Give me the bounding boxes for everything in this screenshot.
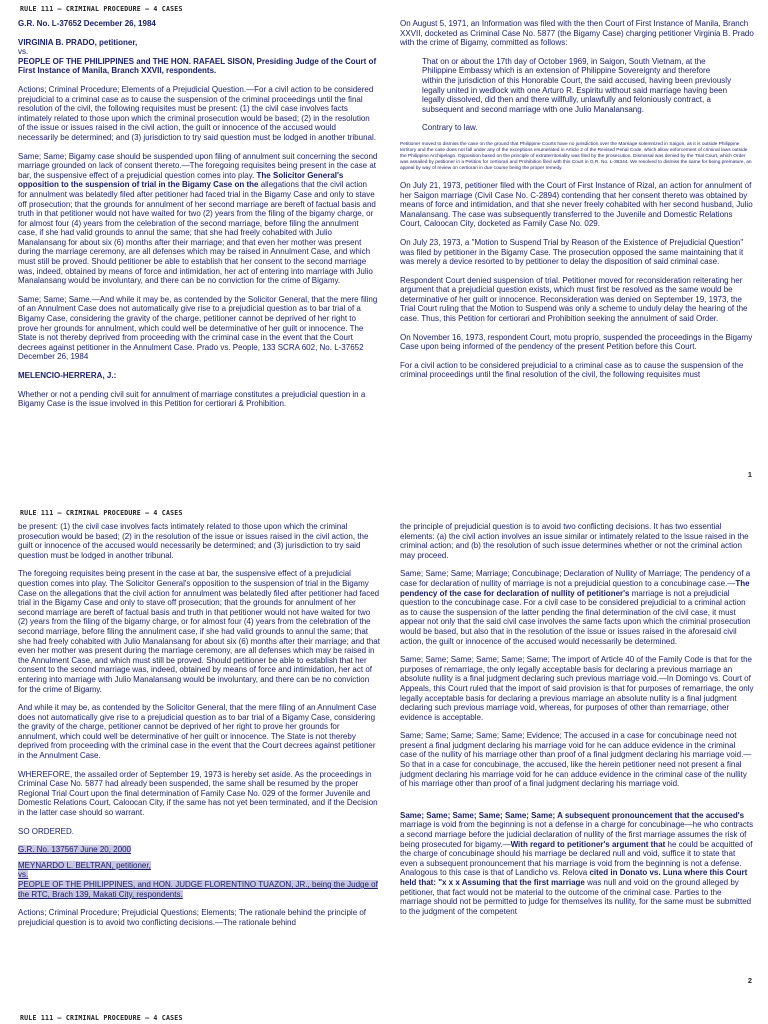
respondents: PEOPLE OF THE PHILIPPINES, and HON. JUDGE FLORENTINO TUAZON, JR., being the Judge of the RTC, Brach 139, Makati City, respondents. xyxy=(18,880,378,899)
highlighted-phrase: The pendency of the case for declaration of nullity of petitioner's xyxy=(400,578,750,598)
respondents: PEOPLE OF THE PHILIPPINES and THE HON. RAFAEL SISON, Presiding Judge of the Court of First Instance of Manila, Branch XXVII, respondents. xyxy=(18,56,377,76)
syllabus-paragraph: Same; Same; Same; Marriage; Concubinage; Declaration of Nullity of Marriage; The pendency of a case for declaration of nullity of marriage is not a prejudicial question to a concubinage case.— xyxy=(400,569,751,588)
petitioner-name: VIRGINIA B. PRADO, petitioner, xyxy=(18,37,138,47)
page-number: 1 xyxy=(747,470,752,479)
case-number: G.R. No. L-37652 December 26, 1984 xyxy=(18,19,156,28)
body-paragraph: Respondent Court denied suspension of trial. Petitioner moved for reconsideration reiterating her argument that a prejudicial question exists, which must first be resolved as the same would be determinative of her guilt or innocence. Reconsideration was denied on September 19, 1973, the Trial Court ruling that the Motion to Suspend was only a scheme to unduly delay the hearing of the case. Thus, this Petition for certiorari and Prohibition seeking the annulment of said Order. xyxy=(400,275,748,324)
highlighted-phrase: With regard to petitioner's argument that xyxy=(510,839,666,849)
body-paragraph: be present: (1) the civil case involves facts intimately related to those upon which the criminal prosecution would be based; (2) in the resolution of the issue or issues raised in the civil action, the guilt or innocence of the accused would necessarily be determined; and (3) jurisdiction to try said question must be lodged in another tribunal. xyxy=(18,522,369,560)
document-page-3 xyxy=(0,1012,768,1024)
right-column xyxy=(400,522,754,925)
information-quote: That on or about the 17th day of October 1969, in Saigon, South Vietnam, at the Philippine Embassy which is an extension of Philippine Sovereignty and therefore within the jurisdiction of this Honorable Court, the said accused, having been previously legally united in wedlock with one Arturo R. Espiritu without said marriage having been legally dissolved, did then and there willfully, unlawfully and feloniously contract, a subsequent and second marriage with one Julio Manalansang. xyxy=(422,56,732,114)
body-paragraph: On November 16, 1973, respondent Court, motu proprio, suspended the proceedings in the Bigamy Case upon being informed of the pendency of the present Petition before this Court. xyxy=(400,332,753,352)
document-page-2 xyxy=(0,502,768,1006)
running-header: RULE 111 – CRIMINAL PROCEDURE – 4 CASES xyxy=(20,509,183,517)
page-number: 2 xyxy=(747,976,752,985)
versus: vs. xyxy=(18,870,29,880)
page-separator xyxy=(0,492,768,502)
body-paragraph: On July 21, 1973, petitioner filed with the Court of First Instance of Rizal, an action for annulment of her Saigon marriage (Civil Case No. C-2894) contending that her consent thereto was obtained by means of force and intimidation, and that she never freely cohabited with her second husband, Julio Manalansang. The case was subsequently transferred to the Juvenile and Domestic Relations Court, Caloocan City, docketed as Family Case No. 029. xyxy=(400,180,753,229)
running-header: RULE 111 – CRIMINAL PROCEDURE – 4 CASES xyxy=(20,1014,183,1022)
contrary-to-law: Contrary to law. xyxy=(422,123,478,133)
right-column xyxy=(400,19,754,389)
highlighted-phrase: Same; Same; Same; Same; Same; Same; A subsequent pronouncement that the accused's xyxy=(400,810,745,820)
syllabus-paragraph: Actions; Criminal Procedure; Elements of a Prejudicial Question.—For a civil action to be considered prejudicial to a criminal case as to cause the suspension of the criminal proceedings until the final resolution of the civil, the following requisites must be present: (1) the civil case involves facts intimately related to those upon which the criminal prosecution would be based; (2) in the resolution of the issue or issues raised in the civil action, the guilt or innocence of the accused would necessarily be determined; and (3) jurisdiction to try said question must be lodged in another tribunal. xyxy=(18,84,376,142)
highlighted-phrase: The Solicitor General's opposition to the suspension of trial in the Bigamy Case on the xyxy=(18,170,344,190)
body-paragraph: The foregoing requisites being present in the case at bar, the suspensive effect of a prejudicial question comes into play. The Solicitor General's opposition to the suspension of trial in the Bigamy Case on the allegations that the civil action for annulment was belatedly filed after petitioner had faced trial in the Bigamy Case and only to stave off prosecution; that the grounds for annulment of her second marriage are bereft of factual basis and truth in that petitioner would not have waited for two (2) years from the filing of the bigamy charge, or for almost four (4) years from the celebration of the second marriage, before filing the annulment case, if she had valid grounds to annul the same; that she had freely cohabited with Julio Manalansang for about six (6) months after their marriage; and that even her mother was present during the marriage ceremony, are all defenses which may be raised in the Annulment Case, and which must still be proved. Should petitioner be able to establish that her consent to the second marriage was, indeed, obtained by means of force and intimidation, her act of entering into marriage with Julio Manalansang would be involuntary, and there can be no conviction for the crime of Bigamy. xyxy=(18,569,380,694)
body-paragraph: And while it may be, as contended by the Solicitor General, that the mere filing of an Annulment Case does not automatically give rise to a prejudicial question as to bar trial of a Bigamy Case, considering the gravity of the charge, petitioner cannot be deprived of her right to prove her grounds for annulment, which could well be determinative of her guilt or innocence. The State is not thereby deprived from proceeding with the criminal case in the event that the Court decrees against petitioner in the Annulment Case. xyxy=(18,703,377,761)
syllabus-paragraph: allegations that the civil action for annulment was belatedly filed after petitioner had faced trial in the Bigamy Case and only to stave off prosecution; that the grounds for annulment of her second marriage are bereft of factual basis and truth in that petitioner would not have waited for two (2) years from the filing of the bigamy charge, or for almost four (4) years from the celebration of the second marriage, before filing the annulment case, if she had valid grounds to annul the same; that she had freely cohabited with Julio Manalansang for about six (6) months after their marriage; and that even her mother was present during the marriage ceremony, are all defenses which may be raised in Annulment Case, and which must still be proved. Should petitioner be able to establish that her consent to the second marriage was, indeed, obtained by means of force and intimidation, her act of entering into marriage with Julio Manalansang would be involuntary, and there can be no conviction for the crime of Bigamy. xyxy=(18,180,376,286)
syllabus-paragraph: marriage is void from the beginning is not a defense in a charge for concubinage—he who contracts a second marriage before the judicial declaration of nullity of the first marriage assumes the risk of being prosecuted for bigamy.— xyxy=(400,820,754,849)
syllabus-paragraph: Same; Same; Same; Same; Same; Same; The import of Article 40 of the Family Code is that for the purposes of remarriage, the only legally acceptable basis for declaring a previous marriage an absolute nullity is a final judgment declaring such previous marriage void.—In Domingo vs. Court of Appeals, this Court ruled that the import of said provision is that for purposes of remarriage, the only legally acceptable basis for declaring a previous marriage an absolute nullity is a final judgment declaring such previous marriage void, whereas, for purposes of other than remarriage, other evidence is acceptable. xyxy=(400,655,754,722)
highlighted-phrase: cited in Donato vs. Luna where this Court held that: "x x x Assuming that the first marriage xyxy=(400,868,748,887)
syllabus-paragraph: marriage is not a prejudicial question to the concubinage case. For a civil case to be considered prejudicial to a criminal action as to cause the suspension of the latter pending the final determination of the civil case, it must appear not only that the said civil case involves the same facts upon which the criminal prosecution would be based, but also that in the resolution of the issue or issues raised in the aforesaid civil action, the guilt or innocence of the accused would necessarily be determined. xyxy=(400,588,751,646)
footnote-text: Petitioner moved to dismiss the case on the ground that Philippine Courts have no jurisdiction over the Marriage solemnized in Saigon, as it is outside Philippine territory and the case does not fall under any of the exceptions enumerated in Article 2 of the Revised Penal Code, which allow enforcement of criminal laws outside the Philippine Archipelago. Opposition based on the principle of extraterritoriality was filed by the prosecution. Dismissal was denied by the Trial Court, which Order was assailed by petitioner in a Petition for certiorari and Prohibition filed with this Court in G.R. No. L-36344. We resolved to dismiss the same for being premature, an appeal by way of review on certiorari in due course being the proper remedy. xyxy=(400,141,752,171)
body-paragraph: WHEREFORE, the assailed order of September 19, 1973 is hereby set aside. As the proceedings in Criminal Case No. 5877 had already been suspended, the same shall be resumed by the proper Regional Trial Court upon the final determination of Family Case No. 029 of the former Juvenile and Domestic Relations Court, Caloocan City, if the same has not yet been terminated, and if the Decision in the latter case should so warrant. xyxy=(18,769,378,818)
syllabus-paragraph: Actions; Criminal Procedure; Prejudicial Questions; Elements; The rationale behind the principle of prejudicial question is to avoid two conflicting decisions.—The rationale behind xyxy=(18,908,367,927)
syllabus-paragraph: Same; Same; Same.—And while it may be, as contended by the Solicitor General, that the mere filing of an Annulment Case does not automatically give rise to a prejudicial question as to bar trial of a Bigamy Case, considering the gravity of the charge, petitioner cannot be deprived of her right to prove her grounds for annulment, which could well be determinative of her guilt or innocence. The State is not thereby deprived from proceeding with the criminal case in the event that the Court decrees against petitioner in the Annulment Case. Prado vs. People, 133 SCRA 602, No. L-37652 December 26, 1984 xyxy=(18,294,378,362)
body-paragraph: For a civil action to be considered prejudicial to a criminal case as to cause the suspension of the criminal proceedings until the final resolution of the civil, the following requisites must xyxy=(400,360,744,380)
body-paragraph: Whether or not a pending civil suit for annulment of marriage constitutes a prejudicial question in a Bigamy Case is the issue involved in this Petition for certiorari & Prohibition. xyxy=(18,389,366,409)
syllabus-paragraph: was null and void on the ground alleged by petitioner, that fact would not be material to the outcome of the criminal case. Parties to the marriage should not be permitted to judge for themselves its nullity, for the same must be submitted to the judgment of the competent xyxy=(400,878,752,916)
so-ordered: SO ORDERED. xyxy=(18,826,75,836)
syllabus-paragraph: Same; Same; Bigamy case should be suspended upon filing of annulment suit concerning the second marriage grounded on lack of consent thereto.—The foregoing requisites being present in the case at bar, the suspensive effect of a prejudicial question comes into play. xyxy=(18,151,378,180)
versus: vs. xyxy=(18,47,29,57)
case-number-link[interactable]: G.R. No. 137567 June 20, 2000 xyxy=(18,845,131,855)
left-column xyxy=(18,19,378,418)
left-column xyxy=(18,522,380,936)
syllabus-paragraph: Same; Same; Same; Same; Same; Evidence; The accused in a case for concubinage need not present a final judgment declaring his marriage void for he can adduce evidence in the criminal case of the nullity of his marriage other than proof of a final judgment declaring his marriage void.—So that in a case for concubinage, the accused, like the herein petitioner need not present a final judgment declaring his marriage void for he can adduce evidence in the criminal case of the nullity of his marriage other than proof of a final judgment declaring his marriage void. xyxy=(400,731,752,789)
ponente: MELENCIO-HERRERA, J.: xyxy=(18,371,117,380)
running-header: RULE 111 – CRIMINAL PROCEDURE – 4 CASES xyxy=(20,5,183,13)
petitioner-name: MEYNARDO L. BELTRAN, petitioner, xyxy=(18,860,151,870)
body-paragraph: On August 5, 1971, an Information was filed with the then Court of First Instance of Manila, Branch XXVII, docketed as Criminal Case No. 5877 (the Bigamy Case) charging petitioner Virginia B. Prado with the crime of Bigamy, committed as follows: xyxy=(400,19,754,48)
body-paragraph: On July 23, 1973, a "Motion to Suspend Trial by Reason of the Existence of Prejudicial Question" was filed by petitioner in the Bigamy Case. The prosecution opposed the same maintaining that it was merely a device resorted to by petitioner to delay the disposition of said criminal case. xyxy=(400,237,744,267)
body-paragraph: the principle of prejudicial question is to avoid two conflicting decisions. It has two essential elements: (a) the civil action involves an issue similar or intimately related to the issue raised in the criminal action; and (b) the resolution of such issue determines whether or not the criminal action may proceed. xyxy=(400,522,749,560)
syllabus-paragraph: he could be acquitted of the charge of concubinage should his marriage be declared null and void, suffice it to state that even a subsequent pronouncement that his marriage is void from the beginning is not a defense. Analogous to this case is that of Landicho vs. Relova xyxy=(400,839,753,878)
document-page-1 xyxy=(0,0,768,492)
